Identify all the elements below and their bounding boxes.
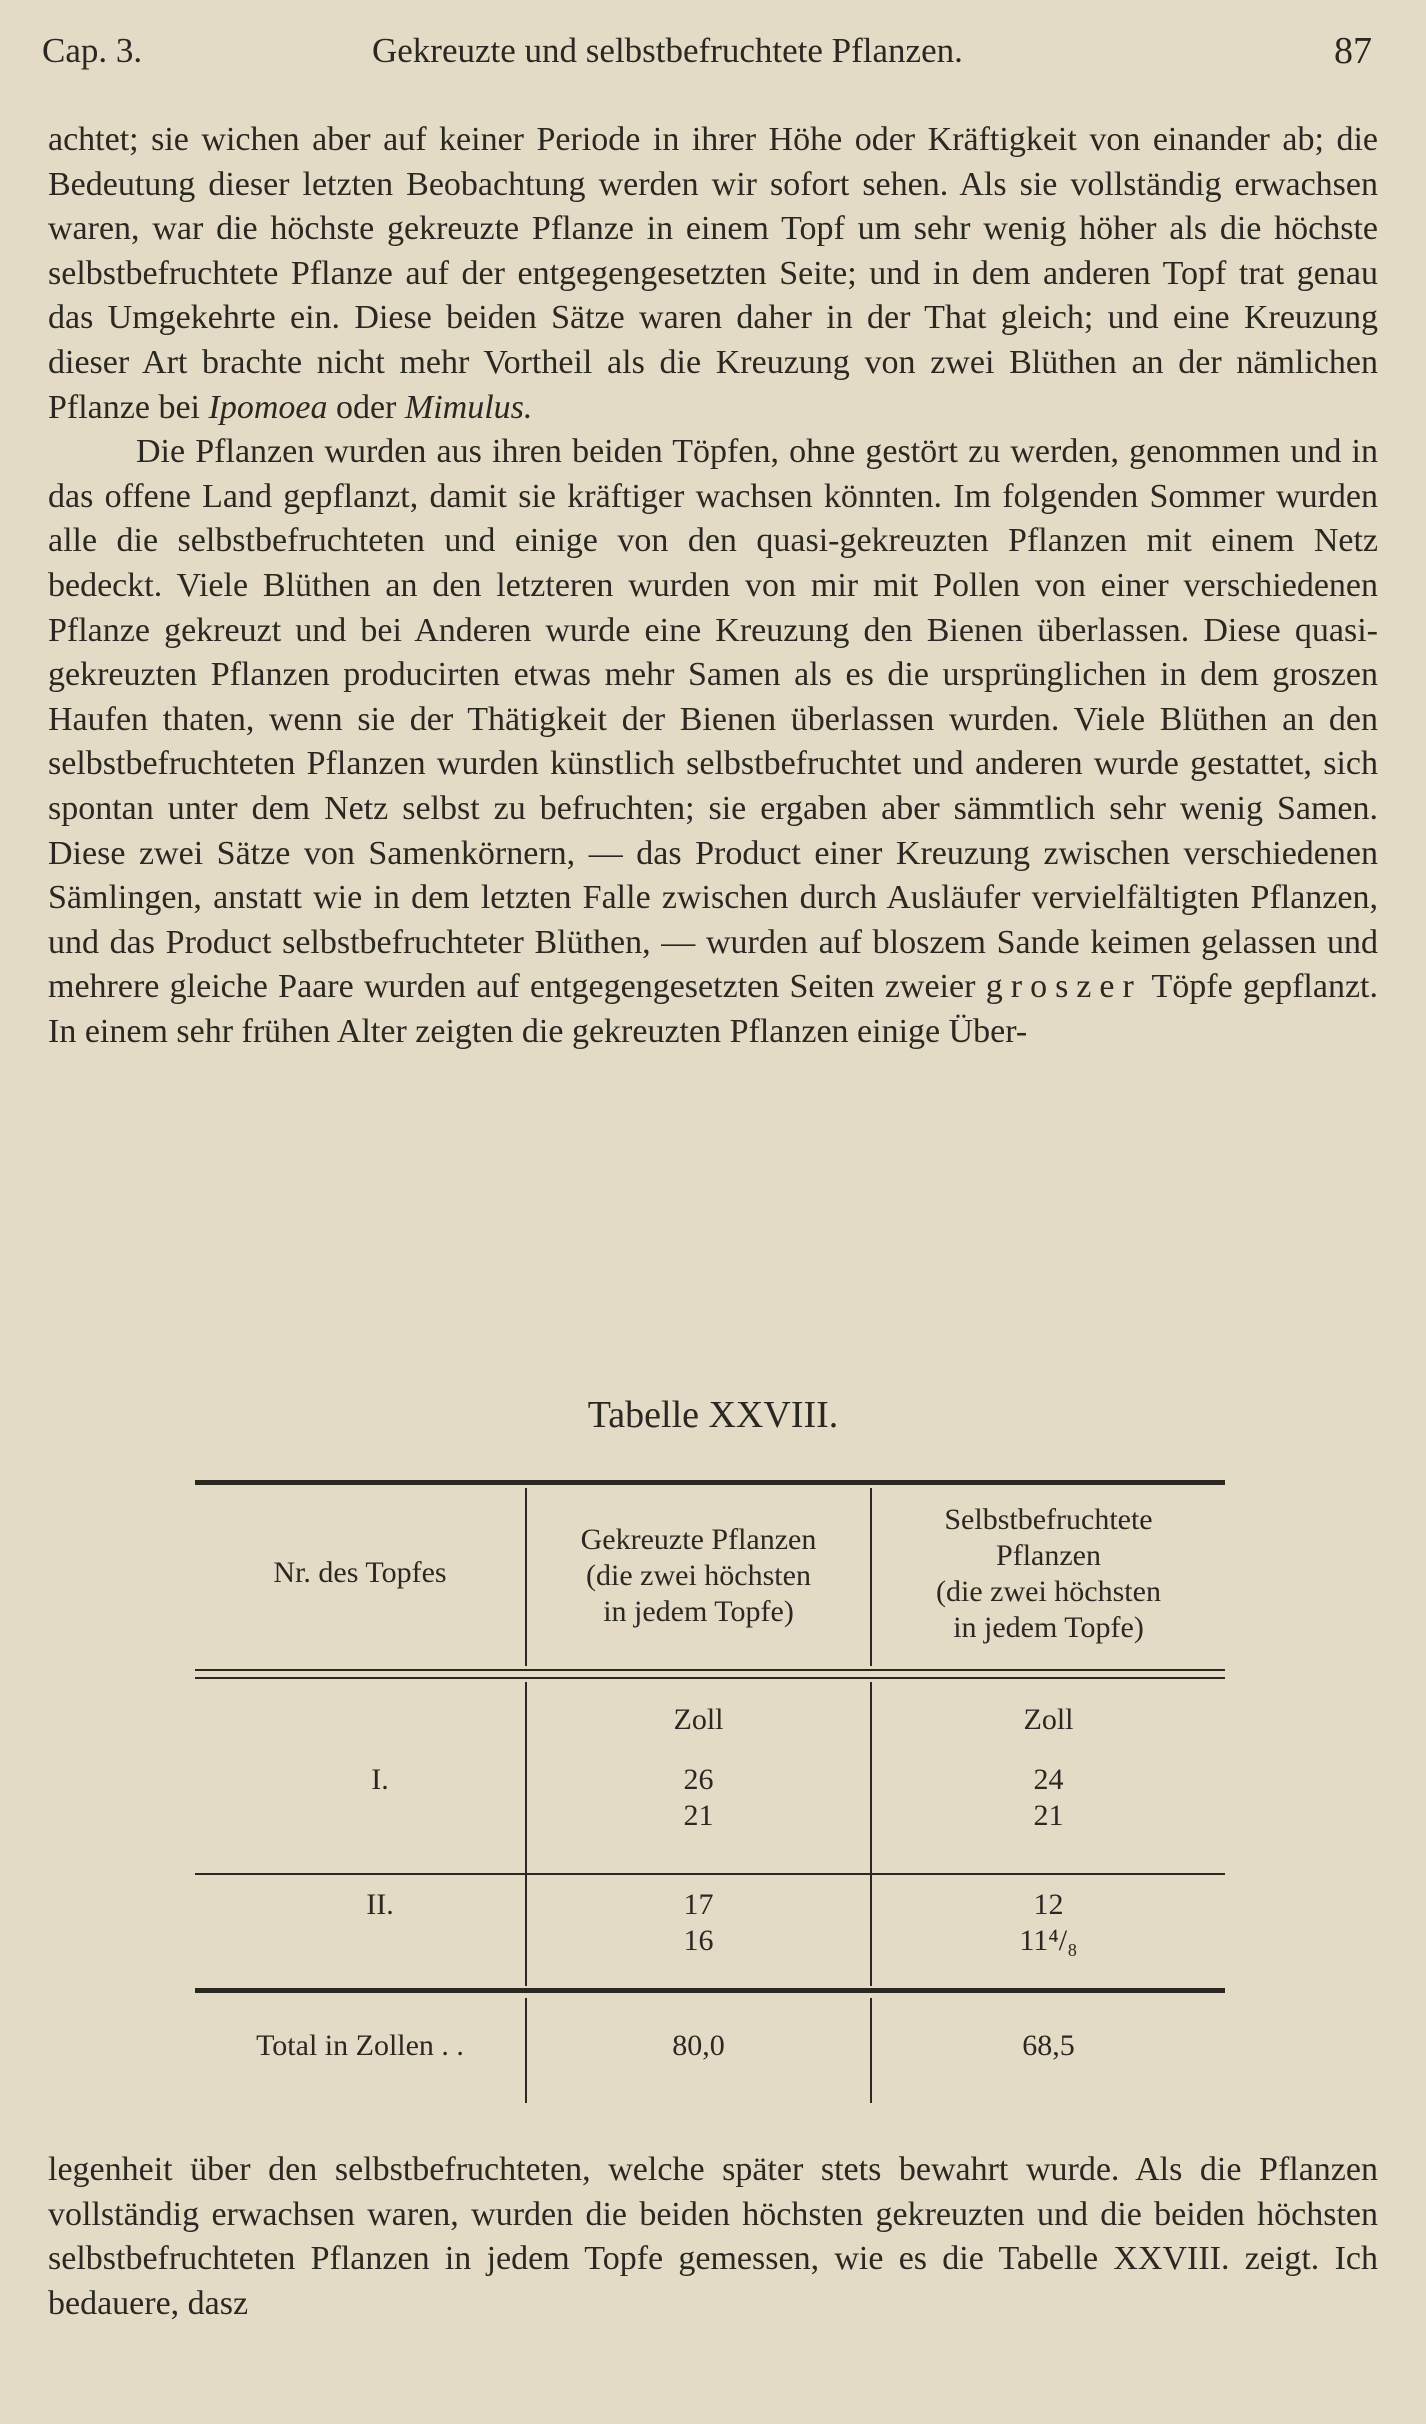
self-values: 12 11⁴/₈ xyxy=(1019,1888,1078,1957)
table-rule-total xyxy=(195,1988,1225,1993)
running-title: Gekreuzte und selbstbefruchtete Pflanzen. xyxy=(372,31,963,70)
crossed-values: 26 21 xyxy=(683,1763,714,1832)
paragraph-3: legenheit über den selbstbefruchteten, welche später stets bewahrt wurde. Als die Pflanzen vollständig erwachsen waren, wurden die beiden höchsten gekreuzten und die beiden höchsten selbstbefruchteten Pflanzen in jedem Topfe gemessen, wie es die Tabelle XXVIII. zeigt. Ich bedauere, dasz xyxy=(48,2151,1378,2322)
unit-crossed: Zoll xyxy=(673,1703,724,1736)
table-rule-top xyxy=(195,1480,1225,1485)
table-rule-header-1 xyxy=(195,1669,1225,1671)
word-oder: oder xyxy=(335,388,397,426)
genus-ipomoea: Ipomoea xyxy=(208,388,328,426)
pot-label: II. xyxy=(366,1888,394,1921)
total-crossed: 80,0 xyxy=(672,2029,725,2062)
crossed-values: 17 16 xyxy=(683,1888,714,1957)
total-self: 68,5 xyxy=(1022,2029,1075,2062)
header-self-fertilized-plants: Selbstbefruchtete Pflanzen (die zwei höchsten in jedem Topfe) xyxy=(936,1503,1161,1644)
self-values: 24 21 xyxy=(1033,1763,1064,1832)
header-crossed-plants: Gekreuzte Pflanzen (die zwei höchsten in jedem Topfe) xyxy=(580,1523,817,1628)
paragraph-2-text: Die Pflanzen wurden aus ihren beiden Töpfen, ohne gestört zu werden, genommen und in das offene Land gepflanzt, damit sie kräftiger wachsen könnten. Im folgenden Sommer wurden alle die selbstbefruchteten und einige von den quasi-gekreuzten Pflanzen mit einem Netz bedeckt. Viele Blüthen an den letzteren wurden von mir mit Pollen von einer verschiedenen Pflanze gekreuzt und bei Anderen wurde eine Kreuzung den Bienen überlassen. Diese quasi-gekreuzten Pflanzen producirten etwas mehr Samen als es die ursprünglichen in dem groszen Haufen thaten, wenn sie der Thätigkeit der Bienen überlassen wurden. Viele Blüthen an den selbstbefruchteten Pflanzen wurden künstlich selbstbefruchtet und anderen wurde gestattet, sich spontan unter dem Netz selbst zu befruchten; sie ergaben aber sämmtlich sehr wenig Samen. Diese zwei Sätze von Samenkörnern, — das Product einer Kreuzung zwischen verschiedenen Sämlingen, anstatt wie in dem letzten Falle zwischen durch Ausläufer vervielfältigten Pflanzen, und das Product selbstbefruchteter Blüthen, — wurden auf bloszem Sande keimen gelassen und mehrere gleiche Paare wurden auf entgegengesetzten Seiten zweier xyxy=(48,433,1378,1006)
paragraph-2 xyxy=(48,430,1378,1054)
page-number: 87 xyxy=(1334,30,1372,72)
chapter-label: Cap. 3. xyxy=(42,31,143,70)
unit-self: Zoll xyxy=(1023,1703,1074,1736)
genus-mimulus: Mimulus. xyxy=(404,388,533,426)
total-label: Total in Zollen . . xyxy=(256,2029,464,2062)
body-text-bottom xyxy=(48,2148,1378,2326)
data-table xyxy=(195,1480,1225,2105)
body-text-top xyxy=(48,118,1378,1054)
table-caption: Tabelle XXVIII. xyxy=(587,1394,839,1436)
paragraph-1 xyxy=(48,118,1378,430)
paragraph-2-end: Töpfe gepflanzt. In einem sehr frühen Alter zeigten die gekreuzten Pflanzen einige Über- xyxy=(48,968,1379,1050)
pot-label: I. xyxy=(371,1763,389,1796)
table-rule-middle xyxy=(195,1873,1225,1875)
header-pot-number: Nr. des Topfes xyxy=(273,1556,447,1589)
spaced-word: groszer xyxy=(985,968,1142,1006)
table-rule-header-2 xyxy=(195,1677,1225,1679)
paragraph-1-text: achtet; sie wichen aber auf keiner Periode in ihrer Höhe oder Kräftigkeit von einander ab; die Bedeutung dieser letzten Beobachtung werden wir sofort sehen. Als sie vollständig erwachsen waren, war die höchste gekreuzte Pflanze in einem Topf um sehr wenig höher als die höchste selbstbefruchtete Pflanze auf der entgegengesetzten Seite; und in dem anderen Topf trat genau das Umgekehrte ein. Diese beiden Sätze waren daher in der That gleich; und eine Kreuzung dieser Art brachte nicht mehr Vortheil als die Kreuzung von zwei Blüthen an der nämlichen Pflanze bei xyxy=(48,121,1378,426)
running-head xyxy=(42,26,1372,76)
